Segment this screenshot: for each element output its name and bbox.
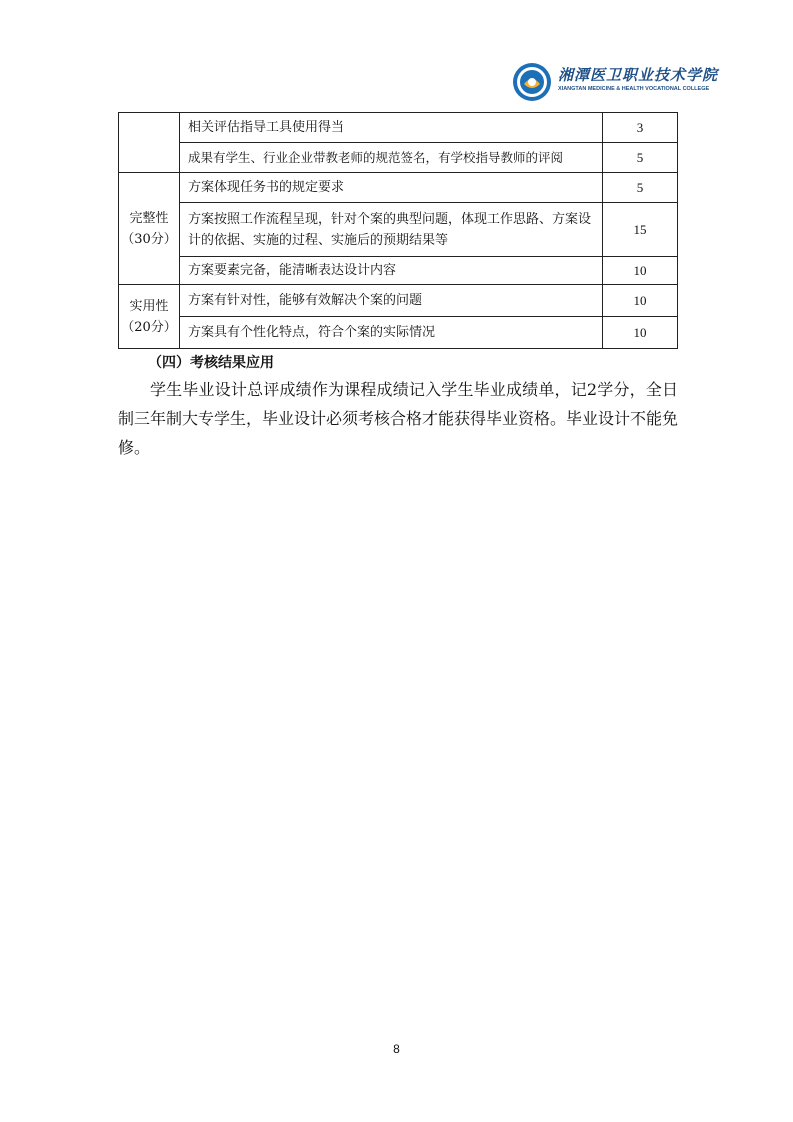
logo-english-name: XIANGTAN MEDICINE & HEALTH VOCATIONAL COLLEGE (558, 86, 710, 92)
criterion-text: 方案按照工作流程呈现，针对个案的典型问题，体现工作思路、方案设计的依据、实施的过程、实施后的预期结果等 (180, 203, 603, 257)
criterion-text: 相关评估指导工具使用得当 (180, 113, 603, 143)
table-row (119, 203, 678, 257)
table-row (119, 173, 678, 203)
category-cell-practicality (119, 285, 180, 349)
college-emblem-icon (512, 62, 552, 102)
category-name: 实用性 (129, 298, 169, 314)
criterion-text: 方案有针对性，能够有效解决个案的问题 (180, 285, 603, 317)
score-value: 10 (603, 317, 678, 349)
score-value: 15 (603, 203, 678, 257)
logo-chinese-name: 湘潭医卫职业技术学院 (558, 66, 719, 84)
score-value: 10 (603, 257, 678, 285)
table-row (119, 285, 678, 317)
header-logo (512, 62, 719, 102)
category-cell-empty (119, 113, 180, 173)
evaluation-table (118, 112, 678, 349)
table-row (119, 257, 678, 285)
category-name: 完整性 (129, 210, 169, 226)
body-paragraph: 学生毕业设计总评成绩作为课程成绩记入学生毕业成绩单，记2学分，全日制三年制大专学生，毕业设计必须考核合格才能获得毕业资格。毕业设计不能免修。 (118, 380, 679, 457)
category-points: （20分） (121, 319, 177, 335)
page-number: 8 (393, 1042, 400, 1056)
table-row (119, 113, 678, 143)
table-row (119, 143, 678, 173)
score-value: 5 (603, 143, 678, 173)
category-cell-completeness (119, 173, 180, 285)
criterion-text: 成果有学生、行业企业带教老师的规范签名，有学校指导教师的评阅 (180, 143, 603, 173)
score-value: 10 (603, 285, 678, 317)
score-value: 5 (603, 173, 678, 203)
category-points: （30分） (121, 231, 177, 247)
criterion-text: 方案具有个性化特点，符合个案的实际情况 (180, 317, 603, 349)
section-heading: （四）考核结果应用 (148, 355, 274, 371)
score-value: 3 (603, 113, 678, 143)
table-row (119, 317, 678, 349)
criterion-text: 方案体现任务书的规定要求 (180, 173, 603, 203)
criterion-text: 方案要素完备，能清晰表达设计内容 (180, 257, 603, 285)
